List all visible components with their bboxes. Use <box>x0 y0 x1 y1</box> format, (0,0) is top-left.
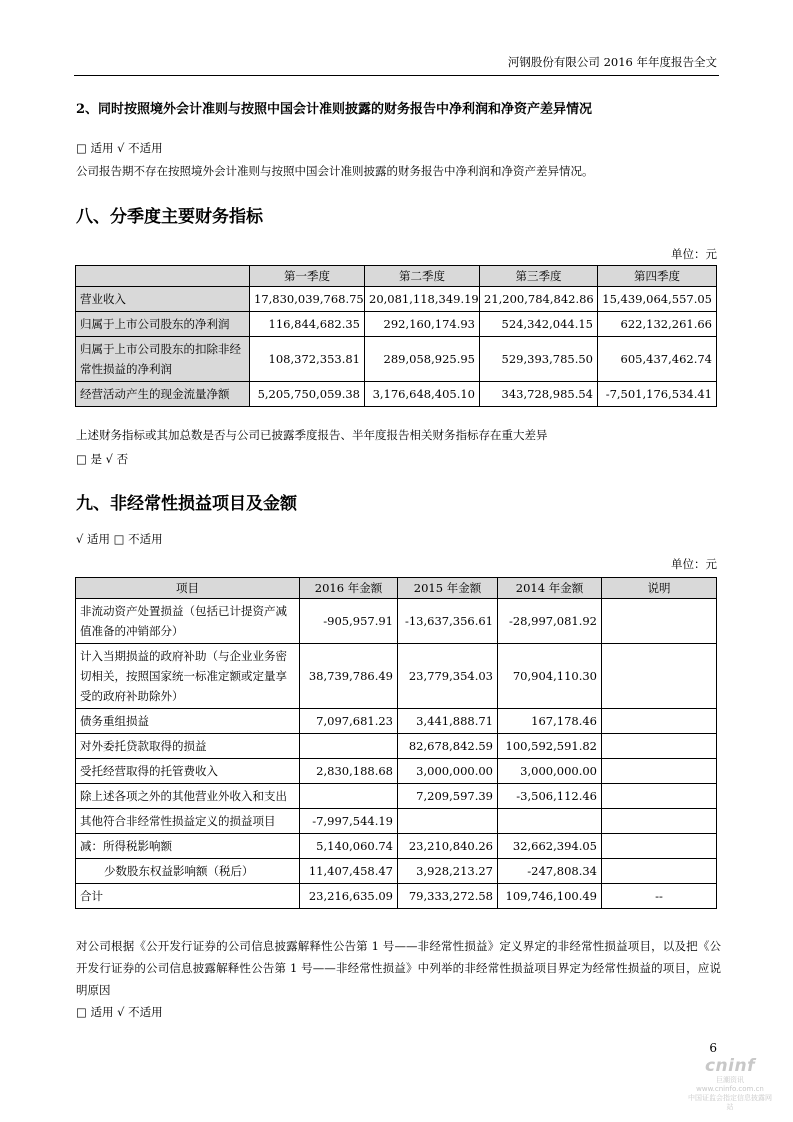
table-row <box>76 859 717 884</box>
cell-value <box>498 809 602 834</box>
section-2-note: 公司报告期不存在按照境外会计准则与按照中国会计准则披露的财务报告中净利润和净资产差异情况。 <box>76 164 594 178</box>
cell-note: -- <box>602 884 717 909</box>
cell-value: 7,097,681.23 <box>300 709 398 734</box>
row-label: 非流动资产处置损益（包括已计提资产减值准备的冲销部分） <box>76 599 300 644</box>
cell-value: 3,176,648,405.10 <box>365 382 480 407</box>
table-row <box>76 312 717 337</box>
cell-value: 605,437,462.74 <box>598 337 717 382</box>
section-9-explanation-applicability: □ 适用 √ 不适用 <box>76 1005 163 1019</box>
table-row <box>76 709 717 734</box>
section-9-explanation: 对公司根据《公开发行证券的公司信息披露解释性公告第 1 号——非经常性损益》定义界定的非经常性损益项目，以及把《公开发行证券的公司信息披露解释性公告第 1 号——非经常性损益》中列举的非经常性损益项目界定为经常性损益的项目，应说明原因 <box>76 939 721 997</box>
row-label: 除上述各项之外的其他营业外收入和支出 <box>76 784 300 809</box>
cell-value: -7,501,176,534.41 <box>598 382 717 407</box>
row-label: 归属于上市公司股东的扣除非经常性损益的净利润 <box>76 337 250 382</box>
non-recurring-items-table <box>75 577 717 909</box>
cell-note <box>602 859 717 884</box>
row-label: 债务重组损益 <box>76 709 300 734</box>
table-row <box>76 382 717 407</box>
cell-note <box>602 734 717 759</box>
table-row <box>76 734 717 759</box>
cell-value: 100,592,591.82 <box>498 734 602 759</box>
cell-value: -247,808.34 <box>498 859 602 884</box>
row-label: 其他符合非经常性损益定义的损益项目 <box>76 809 300 834</box>
table-header-row <box>76 578 717 599</box>
row-label: 合计 <box>76 884 300 909</box>
cell-value: -905,957.91 <box>300 599 398 644</box>
cell-note <box>602 599 717 644</box>
cell-note <box>602 784 717 809</box>
table-row <box>76 644 717 709</box>
table-row <box>76 599 717 644</box>
cell-value: 70,904,110.30 <box>498 644 602 709</box>
table-row <box>76 809 717 834</box>
table-row <box>76 834 717 859</box>
cell-value: 21,200,784,842.86 <box>480 287 598 312</box>
cell-value: 2,830,188.68 <box>300 759 398 784</box>
page-number: 6 <box>709 1041 717 1055</box>
watermark-line: www.cninfo.com.cn <box>696 1085 764 1093</box>
section-8-heading: 八、分季度主要财务指标 <box>76 207 263 227</box>
section-2-heading: 2、同时按照境外会计准则与按照中国会计准则披露的财务报告中净利润和净资产差异情况 <box>76 102 593 117</box>
cell-note <box>602 809 717 834</box>
cell-note <box>602 834 717 859</box>
cell-value: 3,000,000.00 <box>398 759 498 784</box>
cell-value: 622,132,261.66 <box>598 312 717 337</box>
cell-value: 7,209,597.39 <box>398 784 498 809</box>
cell-value: 524,342,044.15 <box>480 312 598 337</box>
row-label: 经营活动产生的现金流量净额 <box>76 382 250 407</box>
cell-value: 15,439,064,557.05 <box>598 287 717 312</box>
column-header: 2015 年金额 <box>398 578 498 599</box>
section-2-applicability: □ 适用 √ 不适用 <box>76 141 163 155</box>
column-header: 项目 <box>76 578 300 599</box>
column-header: 第二季度 <box>365 266 480 287</box>
cell-note <box>602 709 717 734</box>
table-row <box>76 884 717 909</box>
cell-value: 82,678,842.59 <box>398 734 498 759</box>
row-label: 对外委托贷款取得的损益 <box>76 734 300 759</box>
row-label: 少数股东权益影响额（税后） <box>76 859 300 884</box>
cell-value: 5,140,060.74 <box>300 834 398 859</box>
cell-value: -13,637,356.61 <box>398 599 498 644</box>
cell-value: 289,058,925.95 <box>365 337 480 382</box>
cell-value <box>300 784 398 809</box>
cninfo-logo: cninf <box>704 1056 755 1076</box>
cell-value: -28,997,081.92 <box>498 599 602 644</box>
cell-value: 20,081,118,349.19 <box>365 287 480 312</box>
cell-value: 23,779,354.03 <box>398 644 498 709</box>
row-label: 减：所得税影响额 <box>76 834 300 859</box>
cell-value: 292,160,174.93 <box>365 312 480 337</box>
cell-value <box>398 809 498 834</box>
watermark-line: 巨潮资讯 <box>716 1076 744 1084</box>
column-header: 2014 年金额 <box>498 578 602 599</box>
cell-note <box>602 759 717 784</box>
column-header: 2016 年金额 <box>300 578 398 599</box>
section-8-answer: □ 是 √ 否 <box>76 452 129 466</box>
row-label: 营业收入 <box>76 287 250 312</box>
table-row <box>76 759 717 784</box>
section-9-heading: 九、非经常性损益项目及金额 <box>76 494 297 514</box>
column-header: 第三季度 <box>480 266 598 287</box>
cell-value: 23,216,635.09 <box>300 884 398 909</box>
cell-value: -3,506,112.46 <box>498 784 602 809</box>
table-row <box>76 287 717 312</box>
column-header: 第四季度 <box>598 266 717 287</box>
page-header: 河钢股份有限公司 2016 年年度报告全文 <box>507 55 717 69</box>
cell-value: -7,997,544.19 <box>300 809 398 834</box>
column-header <box>76 266 250 287</box>
cell-value: 109,746,100.49 <box>498 884 602 909</box>
cell-value: 529,393,785.50 <box>480 337 598 382</box>
cell-value: 32,662,394.05 <box>498 834 602 859</box>
section-9-applicability: √ 适用 □ 不适用 <box>76 532 163 546</box>
header-rule <box>74 75 719 76</box>
cell-value: 116,844,682.35 <box>250 312 365 337</box>
cell-value: 5,205,750,059.38 <box>250 382 365 407</box>
cell-value: 23,210,840.26 <box>398 834 498 859</box>
cninfo-watermark <box>685 1056 775 1112</box>
cell-value: 3,000,000.00 <box>498 759 602 784</box>
table-header-row <box>76 266 717 287</box>
cell-value: 17,830,039,768.75 <box>250 287 365 312</box>
section-8-note: 上述财务指标或其加总数是否与公司已披露季度报告、半年度报告相关财务指标存在重大差异 <box>76 428 548 442</box>
cell-value: 38,739,786.49 <box>300 644 398 709</box>
cell-value <box>300 734 398 759</box>
cell-value: 3,928,213.27 <box>398 859 498 884</box>
section-9-unit: 单位：元 <box>671 557 717 571</box>
cell-value: 108,372,353.81 <box>250 337 365 382</box>
cell-value: 3,441,888.71 <box>398 709 498 734</box>
column-header: 说明 <box>602 578 717 599</box>
cell-note <box>602 644 717 709</box>
table-row <box>76 784 717 809</box>
column-header: 第一季度 <box>250 266 365 287</box>
row-label: 归属于上市公司股东的净利润 <box>76 312 250 337</box>
cell-value: 343,728,985.54 <box>480 382 598 407</box>
row-label: 受托经营取得的托管费收入 <box>76 759 300 784</box>
section-8-unit: 单位：元 <box>671 247 717 261</box>
watermark-line: 中国证监会指定信息披露网站 <box>688 1094 772 1111</box>
quarterly-financials-table <box>75 265 717 407</box>
cell-value: 167,178.46 <box>498 709 602 734</box>
cell-value: 79,333,272.58 <box>398 884 498 909</box>
table-row <box>76 337 717 382</box>
row-label: 计入当期损益的政府补助（与企业业务密切相关，按照国家统一标准定额或定量享受的政府补助除外） <box>76 644 300 709</box>
cell-value: 11,407,458.47 <box>300 859 398 884</box>
